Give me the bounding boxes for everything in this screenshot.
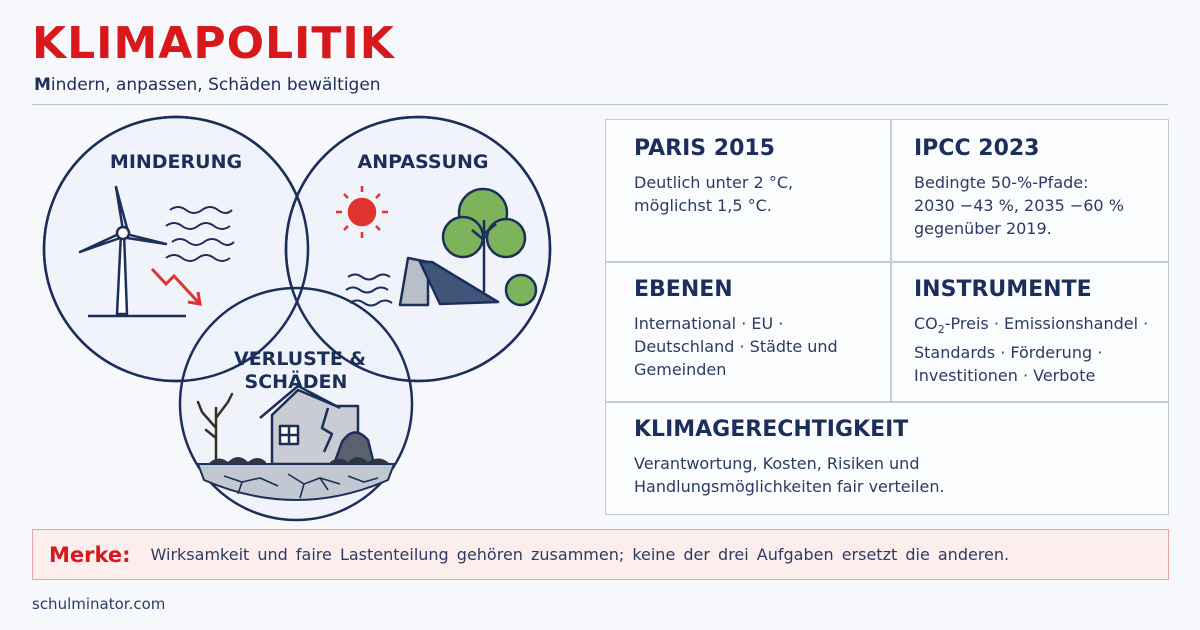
card-ebenen [606, 261, 890, 401]
card-heading: IPCC 2023 [914, 136, 1040, 161]
subtitle-text: indern, anpassen, Schäden bewältigen [50, 75, 381, 95]
venn-diagram [28, 112, 588, 522]
co2-subscript: 2 [937, 323, 945, 337]
info-grid [605, 119, 1169, 515]
card-heading: PARIS 2015 [634, 136, 775, 161]
instrumente-text: -Preis · Emissionshandel · Standards · Förderung · Investitionen · Verbote [914, 314, 1149, 386]
card-instrumente [890, 261, 1170, 401]
subtitle-initial: M [34, 75, 51, 95]
co2-text: CO [914, 314, 938, 333]
source-credit: schulminator.com [32, 595, 166, 613]
note-box [32, 529, 1169, 580]
card-text: Deutlich unter 2 °C, möglichst 1,5 °C. [634, 173, 794, 215]
note-label: Merke: [49, 542, 131, 567]
venn-label-anpassung: ANPASSUNG [357, 151, 489, 173]
card-ipcc [890, 120, 1170, 261]
venn-label-verluste-line1: VERLUSTE & [234, 348, 366, 370]
page-title: KLIMAPOLITIK [32, 18, 395, 69]
venn-label-verluste-line2: SCHÄDEN [244, 371, 348, 393]
card-heading: INSTRUMENTE [914, 277, 1092, 302]
card-text: Bedingte 50-%-Pfade: 2030 −43 %, 2035 −60 % gegenüber 2019. [914, 173, 1124, 238]
header-divider [32, 104, 1168, 105]
card-text [914, 312, 1170, 387]
card-text: International · EU · Deutschland · Städte und Gemeinden [634, 314, 838, 379]
card-heading: KLIMAGERECHTIGKEIT [634, 417, 909, 442]
card-paris [606, 120, 890, 261]
card-text: Verantwortung, Kosten, Risiken und Handlungsmöglichkeiten fair verteilen. [634, 454, 945, 496]
page-subtitle [34, 75, 381, 95]
note-text: Wirksamkeit und faire Lastenteilung gehören zusammen; keine der drei Aufgaben ersetzt die anderen. [150, 545, 1010, 564]
card-heading: EBENEN [634, 277, 733, 302]
card-klimagerechtigkeit [606, 401, 1170, 516]
venn-label-minderung: MINDERUNG [109, 151, 243, 173]
